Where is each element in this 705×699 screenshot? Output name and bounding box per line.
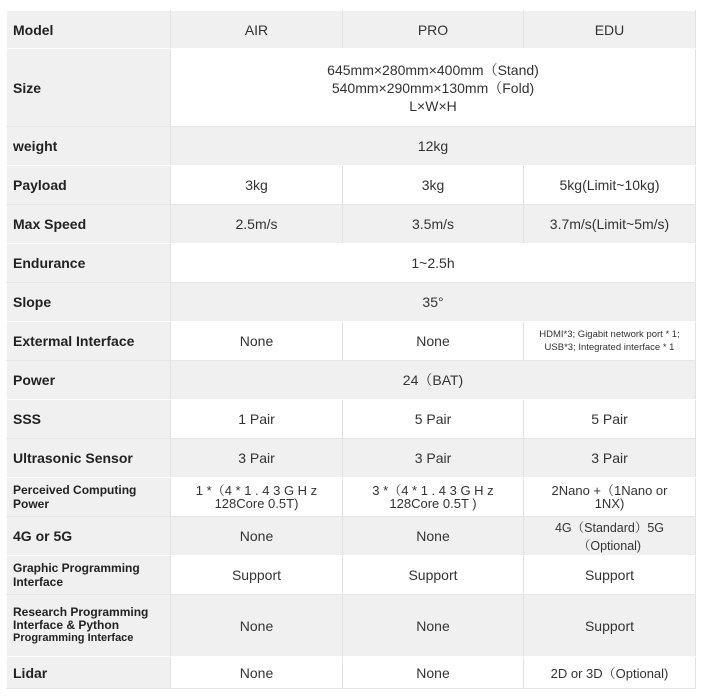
row-slope [7,283,696,322]
header-air: AIR [171,11,343,49]
label-size: Size [7,49,171,127]
network-air: None [171,517,343,556]
external-interface-pro: None [343,322,524,361]
label-sss: SSS [7,400,171,439]
label-research-line1: Research Programming [13,605,149,619]
external-interface-air: None [171,322,343,361]
label-max-speed: Max Speed [7,205,171,244]
label-ultrasonic: Ultrasonic Sensor [7,439,171,478]
computing-air-line1: 1 *（4 * 1 . 4 3 G H z [195,483,318,498]
graphic-air: Support [171,556,343,595]
payload-air: 3kg [171,166,343,205]
max-speed-edu: 3.7m/s(Limit~5m/s) [524,205,696,244]
lidar-pro: None [343,657,524,689]
value-weight: 12kg [171,127,696,166]
label-weight: weight [7,127,171,166]
lidar-air: None [171,657,343,689]
ultrasonic-edu: 3 Pair [524,439,696,478]
size-stand: 645mm×280mm×400mm（Stand) [327,61,539,78]
label-network: 4G or 5G [7,517,171,556]
row-size [7,49,696,127]
row-network [7,517,696,556]
label-graphic: Graphic Programming Interface [7,556,171,595]
sss-air: 1 Pair [171,400,343,439]
sss-pro: 5 Pair [343,400,524,439]
header-pro: PRO [343,11,524,49]
row-computing [7,478,696,517]
row-sss [7,400,696,439]
ultrasonic-air: 3 Pair [171,439,343,478]
graphic-edu: Support [524,556,696,595]
spec-table [6,10,696,689]
computing-edu-line1: 2Nano +（1Nano or [551,483,668,498]
row-research [7,595,696,657]
label-computing: Perceived Computing Power [7,478,171,517]
external-interface-edu [524,322,696,361]
row-endurance [7,244,696,283]
row-external-interface [7,322,696,361]
label-power: Power [7,361,171,400]
label-lidar: Lidar [7,657,171,689]
label-slope: Slope [7,283,171,322]
computing-pro [343,478,524,517]
header-row [7,11,696,49]
row-payload [7,166,696,205]
value-slope: 35° [171,283,696,322]
size-dimensions: L×W×H [409,97,457,114]
header-edu: EDU [524,11,696,49]
payload-edu: 5kg(Limit~10kg) [524,166,696,205]
computing-edu-line2: 1NX) [594,496,625,511]
row-power [7,361,696,400]
max-speed-air: 2.5m/s [171,205,343,244]
label-payload: Payload [7,166,171,205]
computing-air [171,478,343,517]
size-fold: 540mm×290mm×130mm（Fold) [331,79,535,96]
research-edu: Support [524,595,696,657]
payload-pro: 3kg [343,166,524,205]
ultrasonic-pro: 3 Pair [343,439,524,478]
label-research-line2: Interface & Python [13,618,120,632]
research-air: None [171,595,343,657]
row-weight [7,127,696,166]
research-pro: None [343,595,524,657]
label-research-line3: Programming Interface [13,632,134,644]
header-model: Model [7,11,171,49]
external-interface-edu-line2: USB*3; Integrated interface * 1 [544,342,675,353]
row-graphic [7,556,696,595]
value-power: 24（BAT) [171,361,696,400]
external-interface-edu-line1: HDMI*3; Gigabit network port * 1; [539,329,680,340]
sss-edu: 5 Pair [524,400,696,439]
lidar-edu: 2D or 3D（Optional) [524,657,696,689]
max-speed-pro: 3.5m/s [343,205,524,244]
computing-pro-line2: 128Core 0.5T ) [389,496,477,511]
network-edu: 4G（Standard）5G（Optional) [524,517,696,556]
value-size [171,49,696,127]
row-max-speed [7,205,696,244]
label-endurance: Endurance [7,244,171,283]
computing-edu [524,478,696,517]
network-pro: None [343,517,524,556]
computing-pro-line1: 3 *（4 * 1 . 4 3 G H z [372,483,494,498]
row-lidar [7,657,696,689]
value-endurance: 1~2.5h [171,244,696,283]
label-research [7,595,171,657]
row-ultrasonic [7,439,696,478]
computing-air-line2: 128Core 0.5T) [214,496,299,511]
label-external-interface: Extermal Interface [7,322,171,361]
graphic-pro: Support [343,556,524,595]
